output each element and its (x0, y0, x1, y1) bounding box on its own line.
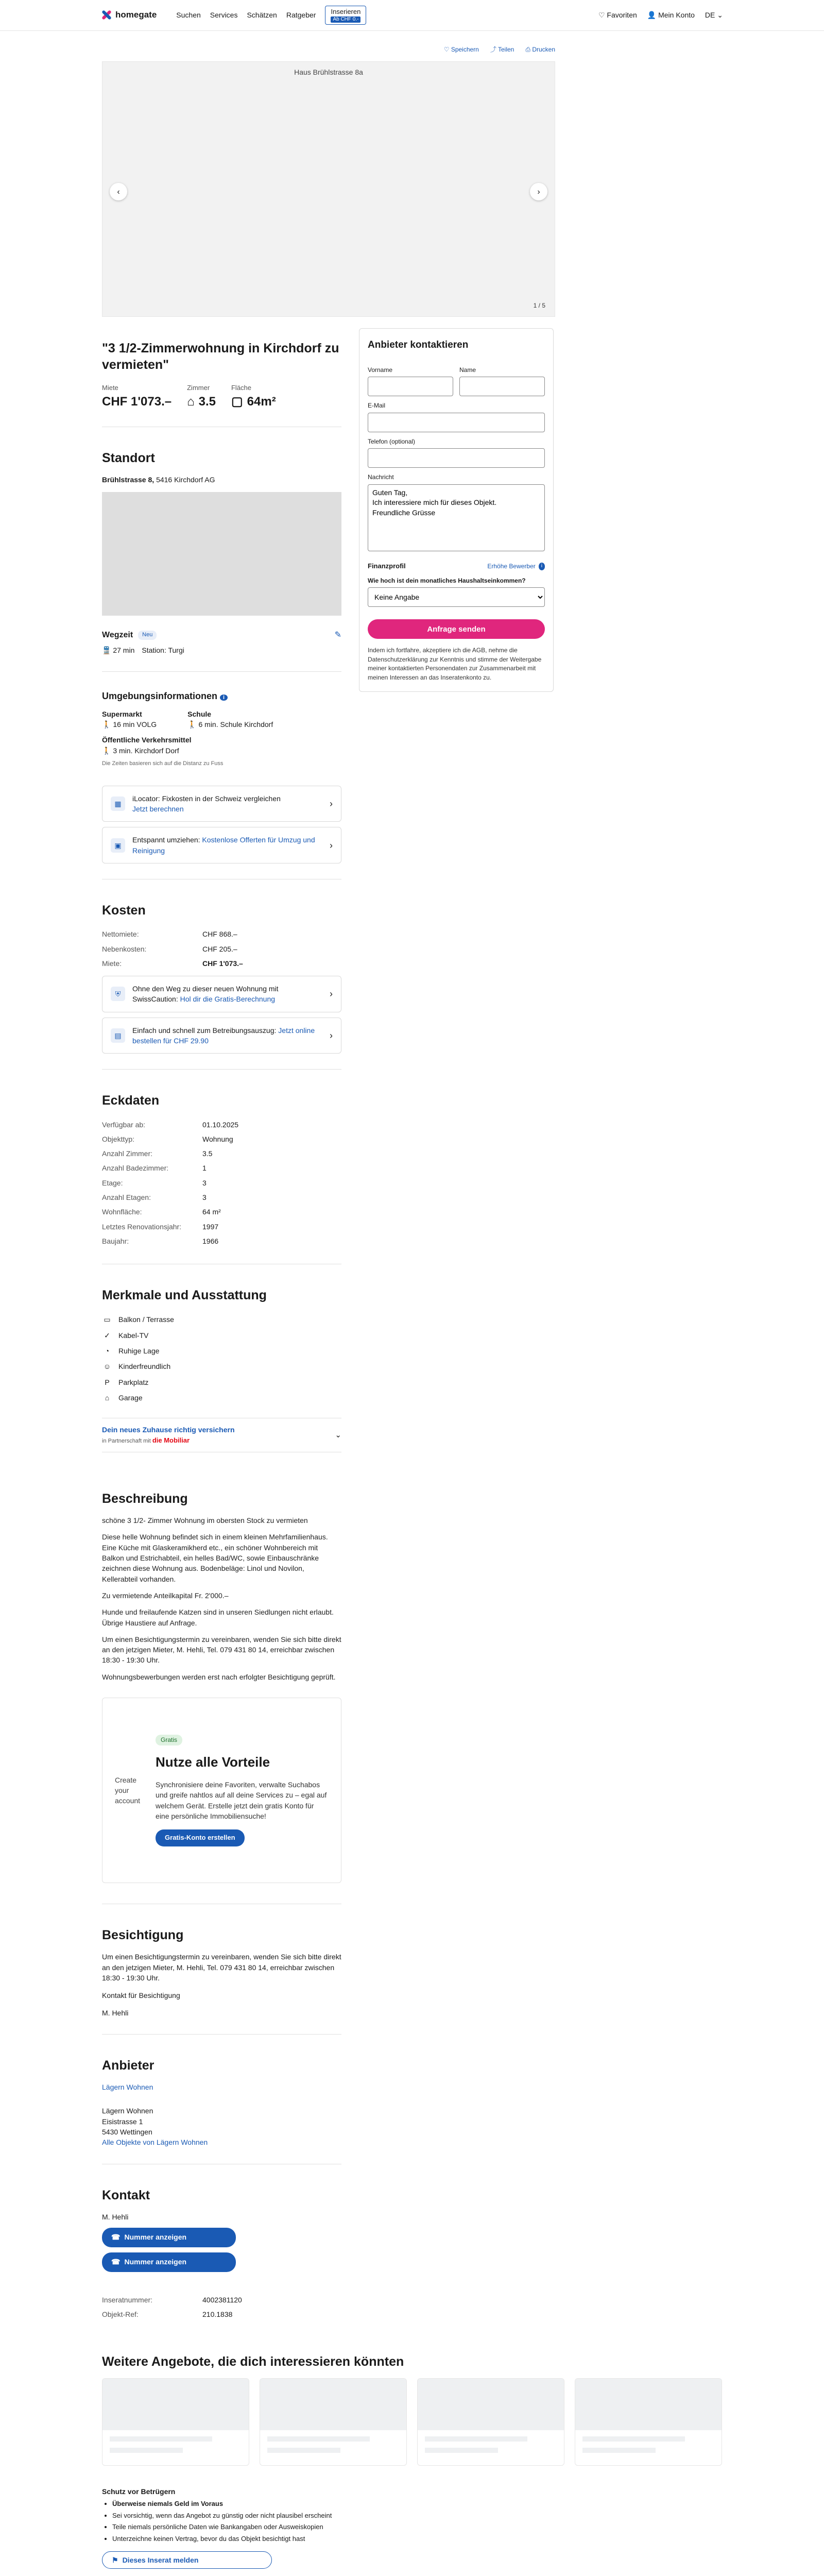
card-link[interactable]: Kostenlose Offerten für Umzug und Reinigung (132, 836, 315, 855)
child-icon: ☺ (103, 1362, 111, 1371)
feature-label: Balkon / Terrasse (118, 1315, 174, 1324)
listing-id-row (102, 2293, 341, 2307)
report-label: Dieses Inserat melden (122, 2556, 199, 2565)
poi-title: Öffentliche Verkehrsmittel (102, 736, 192, 744)
feature-item (102, 1375, 341, 1390)
surroundings-note: Die Zeiten basieren sich auf die Distanz zu Fuss (102, 760, 224, 767)
fact-value: CHF 1'073.– (102, 394, 172, 409)
feature-item (102, 1390, 341, 1405)
viewing-contact-name: M. Hehli (102, 2009, 129, 2018)
description-heading: Beschreibung (102, 1491, 188, 1506)
flag-icon: ⚑ (112, 2556, 118, 2565)
poi-supermarket (102, 709, 157, 730)
swisscaution-card[interactable] (102, 976, 341, 1012)
user-icon: 👤 (647, 11, 657, 20)
lastname-label: Name (459, 366, 476, 374)
nav-item-estimate[interactable]: Schätzen (247, 11, 277, 20)
route-time-value: 27 min (113, 646, 135, 655)
heart-icon: ♡ (598, 11, 605, 20)
balcony-icon: ▭ (104, 1315, 111, 1324)
area-icon: ▢ (231, 394, 243, 409)
poi-value: 16 min VOLG (113, 720, 157, 728)
chevron-right-icon: › (330, 1030, 333, 1041)
features-section (102, 1264, 341, 1452)
provider-name: Lägern Wohnen (102, 2107, 153, 2115)
language-select[interactable] (705, 10, 723, 20)
new-badge: Neu (138, 631, 157, 640)
card-link[interactable]: Jetzt berechnen (132, 805, 184, 814)
viewing-contact-label: Kontakt für Besichtigung (102, 1991, 180, 2000)
phone-field[interactable] (368, 448, 545, 468)
fact-rooms (187, 383, 216, 411)
safety-heading: Schutz vor Betrügern (102, 2487, 176, 2496)
viewing-text: Um einen Besichtigungstermin zu vereinbaren, wenden Sie sich bitte direkt an den jetzigen Mieter, M. Hehli, Tel. 079 431 80 14, erreichbar zwischen 18:30 - 19:30 Uhr. (102, 1953, 341, 1982)
keydata-row (102, 1161, 341, 1175)
chevron-right-icon: › (330, 799, 333, 809)
garage-icon: ⌂ (105, 1393, 110, 1402)
finance-title: Finanzprofil (368, 562, 406, 570)
show-number-label: Nummer anzeigen (124, 2258, 187, 2266)
route-destination: Station: Turgi (142, 646, 184, 655)
safety-tip: • Teile niemals persönliche Daten wie Bankangaben oder Ausweiskopien (112, 2522, 722, 2532)
keydata-value: 1 (202, 1164, 207, 1173)
logo-icon (101, 9, 112, 21)
print-label: Drucken (532, 46, 555, 53)
insert-price-badge: Ab CHF 0.- (331, 16, 360, 23)
firstname-field[interactable] (368, 377, 453, 396)
keydata-label: Etage: (102, 1178, 123, 1187)
offer-card[interactable] (260, 2378, 407, 2466)
insurance-link[interactable]: Dein neues Zuhause richtig versichern (102, 1426, 235, 1434)
poi-title: Supermarkt (102, 709, 142, 718)
feature-label: Parkplatz (118, 1378, 149, 1386)
shield-icon: ⛨ (111, 987, 125, 1001)
id-value: 4002381120 (202, 2295, 242, 2304)
finance-badge: Erhöhe Bewerber (487, 562, 536, 570)
share-label: Teilen (498, 46, 514, 53)
show-number-button[interactable] (102, 2228, 236, 2247)
message-label: Nachricht (368, 473, 394, 481)
description-paragraph: Zu vermietende Anteilkapital Fr. 2'000.– (102, 1591, 229, 1600)
feature-item (102, 1312, 341, 1327)
surroundings-heading (102, 689, 341, 703)
route-time (102, 645, 134, 655)
account-promo (102, 1698, 341, 1883)
check-icon: ✓ (104, 1331, 110, 1340)
keydata-row (102, 1146, 341, 1161)
card-text: iLocator: Fixkosten in der Schweiz vergleichen (132, 794, 281, 803)
keydata-section (102, 1069, 341, 1248)
promo-text: Synchronisiere deine Favoriten, verwalte Suchabos und greife nahtlos auf all deine Services zu – egal auf welchem Gerät. Erstelle jetzt dein gratis Konto für eine persönliche Immobiliensuche! (156, 1781, 327, 1820)
account-label: Mein Konto (658, 11, 695, 20)
cost-value: CHF 205.– (202, 944, 237, 953)
cost-value: CHF 1'073.– (202, 959, 243, 968)
share-icon: ⤴ (490, 46, 496, 53)
address-city: 5416 Kirchdorf AG (156, 475, 215, 484)
quiet-icon: ◔ (105, 1347, 110, 1355)
email-label: E-Mail (368, 402, 386, 410)
feature-label: Ruhige Lage (118, 1347, 160, 1355)
card-text: Ohne den Weg zu dieser neuen Wohnung mit SwissCaution: (132, 985, 279, 1004)
poi-value: 3 min. Kirchdorf Dorf (113, 746, 179, 755)
keydata-row (102, 1190, 341, 1205)
id-label: Inseratnummer: (102, 2295, 153, 2304)
form-heading: Anbieter kontaktieren (368, 340, 469, 351)
walk-icon: 🚶 (102, 746, 111, 755)
provider-city: 5430 Wettingen (102, 2127, 152, 2136)
print-button[interactable] (525, 45, 555, 54)
debt-record-card[interactable] (102, 1018, 341, 1054)
poi-transport (102, 735, 341, 756)
info-icon[interactable]: i (539, 563, 545, 570)
save-label: Speichern (451, 46, 479, 53)
gallery-image-alt: Haus Brühlstrasse 8a (294, 68, 363, 77)
nav-item-search[interactable]: Suchen (176, 11, 201, 20)
account-link[interactable] (647, 10, 695, 20)
walk-icon: 🚶 (102, 720, 111, 728)
walk-icon: 🚶 (187, 720, 197, 728)
keydata-label: Anzahl Etagen: (102, 1193, 151, 1202)
chevron-down-icon: ⌄ (335, 1430, 341, 1439)
gallery-next-button[interactable]: › (530, 183, 547, 200)
keydata-label: Baujahr: (102, 1236, 129, 1245)
nav-item-services[interactable]: Services (210, 11, 238, 20)
provider-logo[interactable]: Lägern Wohnen (102, 2083, 153, 2092)
show-number-button-2[interactable] (102, 2252, 236, 2272)
keydata-row (102, 1132, 341, 1146)
keydata-value: 1997 (202, 1222, 219, 1231)
cost-value: CHF 868.– (202, 930, 237, 939)
description-paragraph: schöne 3 1/2- Zimmer Wohnung im obersten Stock zu vermieten (102, 1516, 308, 1525)
heart-icon: ♡ (443, 46, 450, 53)
description-paragraph: Hunde und freilaufende Katzen sind in unseren Siedlungen nicht erlaubt. Übrige Haustiere auf Anfrage. (102, 1608, 334, 1627)
listing-actions (102, 31, 555, 61)
promo-title: Nutze alle Vorteile (156, 1754, 270, 1770)
keydata-value: 1966 (202, 1236, 219, 1245)
cost-label: Miete: (102, 959, 122, 968)
feature-item (102, 1328, 341, 1343)
fact-label: Miete (102, 383, 118, 392)
legal-notice: Indem ich fortfahre, akzeptiere ich die AGB, nehme die Datenschutzerklärung zur Kenntnis und stimme der Weitergabe meiner kontaktierten Personendaten zur Zusammenarbeit mit meinen Interessen an das Inseratenkonto zu. (368, 647, 542, 681)
keydata-row (102, 1205, 341, 1219)
keydata-value: 3 (202, 1178, 207, 1187)
image-gallery[interactable] (102, 61, 555, 317)
lastname-field[interactable] (459, 377, 545, 396)
fact-rent (102, 383, 171, 411)
insurance-teaser[interactable] (102, 1418, 341, 1452)
favorites-label: Favoriten (607, 11, 637, 20)
offer-card[interactable] (575, 2378, 722, 2466)
poi-value: 6 min. Schule Kirchdorf (198, 720, 273, 728)
finance-question: Wie hoch ist dein monatliches Haushaltseinkommen? (368, 577, 526, 585)
main-nav (176, 10, 316, 20)
gallery-counter: 1 / 5 (533, 302, 545, 309)
keydata-row (102, 1117, 341, 1132)
offer-card[interactable] (102, 2378, 249, 2466)
location-heading: Standort (102, 450, 155, 465)
feature-label: Kabel-TV (118, 1331, 149, 1340)
favorites-link[interactable] (598, 10, 637, 20)
homegate-logo[interactable] (101, 9, 157, 22)
cost-row (102, 956, 341, 971)
more-offers-heading: Weitere Angebote, die dich interessieren könnten (102, 2354, 404, 2369)
viewing-section (102, 1904, 341, 2019)
object-ref-row (102, 2307, 341, 2321)
description-section (102, 1468, 341, 1682)
safety-tip: • Sei vorsichtig, wenn das Angebot zu günstig oder nicht plausibel erscheint (112, 2511, 722, 2521)
save-button[interactable] (444, 45, 479, 54)
keydata-label: Letztes Renovationsjahr: (102, 1222, 182, 1231)
contact-name: M. Hehli (102, 2213, 129, 2222)
keydata-row (102, 1176, 341, 1190)
card-link[interactable]: Jetzt online bestellen für CHF 29.90 (132, 1026, 315, 1045)
insert-label: Inserieren (331, 7, 361, 15)
map-icon: ▦ (111, 796, 125, 811)
moving-box-icon: ▣ (111, 838, 125, 853)
keydata-heading: Eckdaten (102, 1093, 160, 1108)
provider-street: Eisistrasse 1 (102, 2117, 143, 2126)
keydata-row (102, 1219, 341, 1234)
promo-image: Create your account (115, 1775, 141, 1805)
description-paragraph: Diese helle Wohnung befindet sich in einem kleinen Mehrfamilienhaus. Eine Küche mit Glaskeramikherd etc., ein schöner Wohnbereich mit Balkon und Estrichabteil, ein helles Bad/WC, sowie Einbauschränke zeichnen diese Wohnung aus. Bodenbeläge: Linol und Novilon, Kellerabteil vorhanden. (102, 1533, 328, 1583)
provider-section (102, 2034, 341, 2148)
site-header (0, 0, 824, 31)
offers-carousel (102, 2378, 722, 2466)
feature-label: Garage (118, 1393, 143, 1402)
contact-heading: Kontakt (102, 2188, 150, 2202)
keydata-value: 3 (202, 1193, 207, 1202)
feature-item (102, 1343, 341, 1359)
listing-details (102, 328, 341, 2321)
address-street: Brühlstrasse 8, (102, 475, 154, 484)
language-label: DE (705, 11, 715, 20)
mobiliar-logo: die Mobiliar (152, 1436, 190, 1444)
info-icon[interactable]: i (220, 694, 228, 701)
safety-tip: • Unterzeichne keinen Vertrag, bevor du das Objekt besichtigt hast (112, 2534, 722, 2544)
phone-icon: ☎ (111, 2233, 121, 2242)
fact-label: Zimmer (187, 383, 210, 392)
edit-route-icon[interactable]: ✎ (334, 631, 341, 640)
fact-value: 3.5 (198, 394, 216, 409)
phone-label: Telefon (optional) (368, 437, 416, 445)
surroundings-section (102, 671, 341, 768)
chevron-right-icon: › (330, 840, 333, 851)
offer-card[interactable] (417, 2378, 564, 2466)
location-map[interactable] (102, 492, 341, 616)
ilocator-card[interactable] (102, 786, 341, 822)
key-facts (102, 383, 341, 411)
chevron-right-icon: › (330, 989, 333, 999)
keydata-value: 64 m² (202, 1208, 221, 1216)
id-value: 210.1838 (202, 2310, 233, 2318)
keydata-value: 01.10.2025 (202, 1120, 239, 1129)
contact-section (102, 2164, 341, 2321)
fraud-protection (102, 2486, 722, 2569)
fact-value: 64m² (247, 394, 276, 409)
cost-label: Nettomiete: (102, 930, 139, 939)
fact-label: Fläche (231, 383, 252, 392)
print-icon: ⎙ (525, 46, 530, 53)
email-field[interactable] (368, 413, 545, 432)
feature-label: Kinderfreundlich (118, 1362, 171, 1371)
fact-area (231, 383, 276, 411)
firstname-label: Vorname (368, 366, 393, 374)
cost-label: Nebenkosten: (102, 944, 147, 953)
show-number-label: Nummer anzeigen (124, 2233, 187, 2242)
location-section (102, 427, 341, 656)
route-title: Wegzeit (102, 631, 133, 640)
brand-name: homegate (115, 10, 157, 20)
listing-title: "3 1/2-Zimmerwohnung in Kirchdorf zu vermieten" (102, 341, 339, 372)
keydata-label: Anzahl Badezimmer: (102, 1164, 169, 1173)
keydata-label: Anzahl Zimmer: (102, 1149, 153, 1158)
provider-all-link[interactable]: Alle Objekte von Lägern Wohnen (102, 2138, 208, 2147)
keydata-label: Objekttyp: (102, 1134, 135, 1143)
keydata-label: Verfügbar ab: (102, 1120, 146, 1129)
report-listing-button[interactable] (102, 2551, 272, 2569)
cost-row (102, 942, 341, 956)
description-paragraph: Wohnungsbewerbungen werden erst nach erfolgter Besichtigung geprüft. (102, 1672, 336, 1681)
phone-icon: ☎ (111, 2258, 121, 2266)
contact-form (359, 328, 554, 692)
card-text: Einfach und schnell zum Betreibungsauszug: (132, 1026, 277, 1035)
promo-badge: Gratis (156, 1735, 182, 1745)
gallery-prev-button[interactable]: ‹ (110, 183, 127, 200)
poi-title: Schule (187, 709, 212, 718)
income-select[interactable] (368, 587, 545, 607)
message-field[interactable] (368, 484, 545, 551)
feature-item (102, 1359, 341, 1374)
card-link[interactable]: Hol dir die Gratis-Berechnung (180, 995, 276, 1004)
create-account-button[interactable]: Gratis-Konto erstellen (156, 1829, 245, 1846)
id-label: Objekt-Ref: (102, 2310, 139, 2318)
description-paragraph: Um einen Besichtigungstermin zu vereinbaren, wenden Sie sich bitte direkt an den jetzigen Mieter, M. Hehli, Tel. 079 431 80 14, erreichbar zwischen 18:30 - 19:30 Uhr. (102, 1635, 341, 1665)
document-icon: ▤ (111, 1028, 125, 1043)
features-heading: Merkmale und Ausstattung (102, 1288, 267, 1303)
train-icon: 🚆 (102, 646, 111, 655)
viewing-heading: Besichtigung (102, 1928, 184, 1943)
moving-card[interactable] (102, 827, 341, 863)
nav-item-guide[interactable]: Ratgeber (286, 11, 316, 20)
provider-heading: Anbieter (102, 2058, 154, 2073)
door-icon: ⌂ (187, 394, 195, 409)
send-request-button[interactable]: Anfrage senden (368, 619, 545, 639)
costs-heading: Kosten (102, 903, 146, 918)
cost-row (102, 927, 341, 941)
keydata-value: Wohnung (202, 1134, 233, 1143)
chevron-down-icon: ⌄ (717, 11, 723, 20)
share-button[interactable] (490, 45, 514, 54)
costs-section (102, 879, 341, 1054)
keydata-row (102, 1234, 341, 1248)
safety-tip: • Überweise niemals Geld im Voraus (112, 2499, 722, 2509)
partner-label: in Partnerschaft mit (102, 1438, 151, 1444)
keydata-value: 3.5 (202, 1149, 213, 1158)
card-text: Entspannt umziehen: (132, 836, 200, 844)
surroundings-heading-text: Umgebungsinformationen (102, 690, 217, 701)
parking-icon: P (105, 1378, 110, 1386)
insert-button[interactable] (325, 6, 366, 25)
keydata-label: Wohnfläche: (102, 1208, 142, 1216)
poi-school (187, 709, 273, 730)
